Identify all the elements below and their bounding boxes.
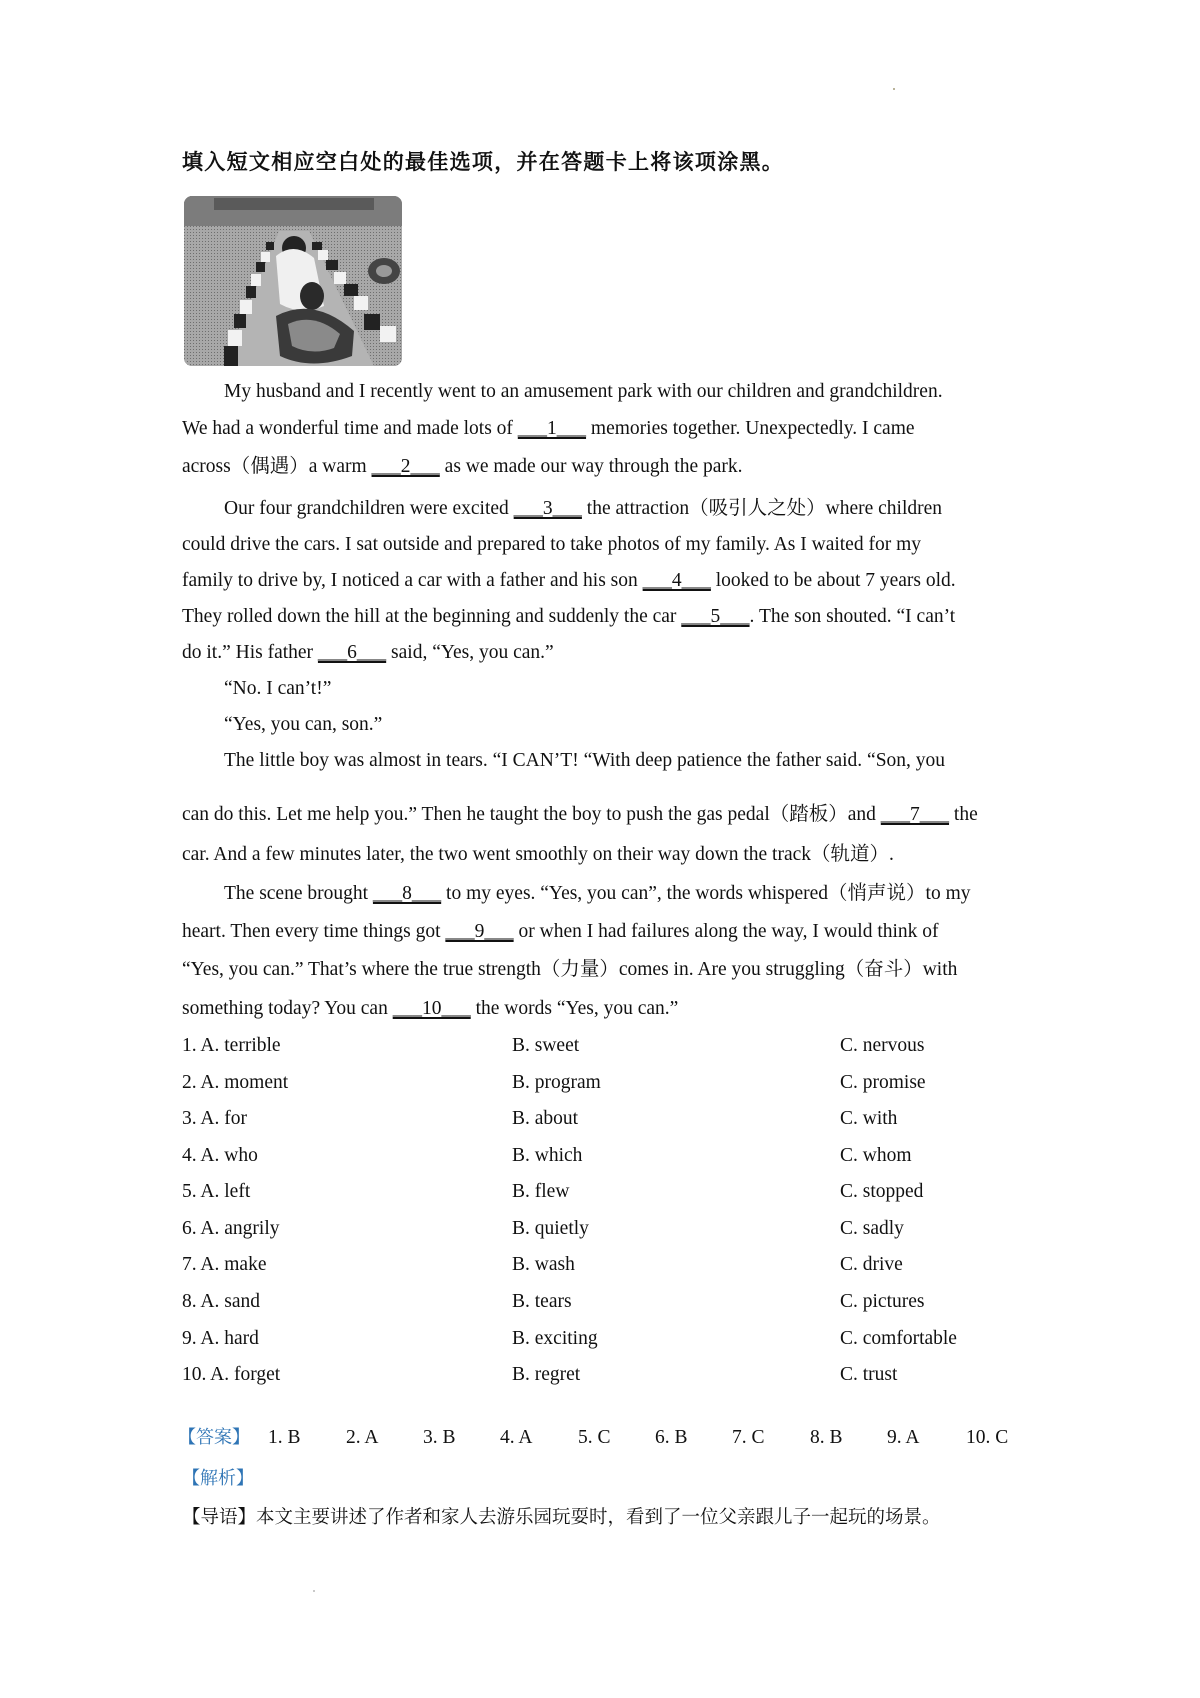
answer-item: 1. B — [268, 1427, 301, 1448]
blank-6: ___6___ — [317, 642, 387, 663]
passage-line — [182, 803, 1027, 827]
passage-text: looked to be about 7 years old. — [710, 570, 956, 591]
option-c: C. trust — [840, 1364, 898, 1385]
option-c: C. nervous — [840, 1035, 925, 1056]
passage-line: “No. I can’t!” — [224, 678, 332, 699]
option-b: B. quietly — [512, 1218, 589, 1239]
blank-4: ___4___ — [642, 570, 711, 591]
blank-7: ___7___ — [880, 804, 950, 825]
option-c: C. with — [840, 1108, 898, 1129]
passage-text: do it.” His father — [182, 642, 318, 663]
question-options — [182, 1180, 1002, 1204]
option-a: 6. A. angrily — [182, 1218, 280, 1239]
passage-line — [182, 455, 1027, 479]
answer-item: 5. C — [578, 1427, 611, 1448]
passage-line — [182, 882, 1069, 906]
option-c: C. whom — [840, 1145, 912, 1166]
option-c: C. sadly — [840, 1218, 904, 1239]
option-b: B. flew — [512, 1181, 570, 1202]
passage-text: the words “Yes, you can.” — [470, 998, 679, 1019]
instruction-heading: 填入短文相应空白处的最佳选项，并在答题卡上将该项涂黑。 — [182, 150, 785, 174]
blank-5: ___5___ — [681, 606, 750, 627]
passage-line: could drive the cars. I sat outside and prepared to take photos of my family. As I waited for my — [182, 534, 921, 555]
question-options — [182, 1253, 1002, 1277]
answer-item: 7. C — [732, 1427, 765, 1448]
blank-3: ___3___ — [513, 498, 582, 519]
passage-line: “Yes, you can, son.” — [224, 714, 383, 735]
passage-line — [182, 569, 1027, 593]
answer-item: 8. B — [810, 1427, 843, 1448]
question-options — [182, 1363, 1002, 1387]
passage-text: across（偶遇）a warm — [182, 456, 372, 477]
option-b: B. sweet — [512, 1035, 580, 1056]
answer-item: 6. B — [655, 1427, 688, 1448]
answer-item: 3. B — [423, 1427, 456, 1448]
answer-label: 【答案】 — [178, 1427, 250, 1448]
passage-text: said, “Yes, you can.” — [386, 642, 554, 663]
option-c: C. stopped — [840, 1181, 924, 1202]
passage-line — [182, 417, 1027, 441]
option-a: 4. A. who — [182, 1145, 258, 1166]
option-c: C. pictures — [840, 1291, 925, 1312]
passage-text: The scene brought — [224, 883, 373, 904]
passage-text: the — [949, 804, 978, 825]
passage-text: . The son shouted. “I can’t — [749, 606, 956, 627]
passage-line: My husband and I recently went to an amusement park with our children and grandchildren. — [224, 381, 943, 402]
blank-9: ___9___ — [445, 921, 514, 942]
scan-dot — [893, 88, 895, 90]
blank-10: ___10___ — [392, 998, 471, 1019]
question-options — [182, 1071, 1002, 1095]
option-a: 10. A. forget — [182, 1364, 281, 1385]
passage-text: Our four grandchildren were excited — [224, 498, 514, 519]
option-b: B. program — [512, 1072, 601, 1093]
passage-text: or when I had failures along the way, I would think of — [513, 921, 939, 942]
passage-line: “Yes, you can.” That’s where the true strength（力量）comes in. Are you struggling（奋斗）with — [182, 959, 958, 980]
option-c: C. comfortable — [840, 1328, 957, 1349]
question-options — [182, 1107, 1002, 1131]
option-a: 2. A. moment — [182, 1072, 289, 1093]
blank-2: ___2___ — [371, 456, 440, 477]
option-b: B. about — [512, 1108, 579, 1129]
passage-line — [182, 920, 1027, 944]
go-kart-illustration — [184, 196, 402, 366]
passage-text: We had a wonderful time and made lots of — [182, 418, 518, 439]
option-a: 7. A. make — [182, 1254, 267, 1275]
question-options — [182, 1034, 1002, 1058]
blank-8: ___8___ — [372, 883, 442, 904]
passage-text: heart. Then every time things got — [182, 921, 446, 942]
passage-text: memories together. Unexpectedly. I came — [586, 418, 915, 439]
question-options — [182, 1290, 1002, 1314]
passage-text: can do this. Let me help you.” Then he taught the boy to push the gas pedal（踏板）and — [182, 804, 881, 825]
passage-text: family to drive by, I noticed a car with a father and his son — [182, 570, 643, 591]
option-b: B. regret — [512, 1364, 581, 1385]
passage-text: something today? You can — [182, 998, 393, 1019]
option-b: B. exciting — [512, 1328, 598, 1349]
answer-item: 4. A — [500, 1427, 533, 1448]
option-a: 1. A. terrible — [182, 1035, 281, 1056]
option-a: 3. A. for — [182, 1108, 247, 1129]
option-a: 9. A. hard — [182, 1328, 259, 1349]
option-a: 8. A. sand — [182, 1291, 260, 1312]
blank-1: ___1___ — [517, 418, 587, 439]
go-kart-photo — [184, 196, 402, 366]
question-options — [182, 1327, 1002, 1351]
option-c: C. promise — [840, 1072, 926, 1093]
question-options — [182, 1144, 1002, 1168]
answer-item: 2. A — [346, 1427, 379, 1448]
option-b: B. which — [512, 1145, 583, 1166]
option-a: 5. A. left — [182, 1181, 251, 1202]
option-b: B. wash — [512, 1254, 575, 1275]
passage-text: They rolled down the hill at the beginning and suddenly the car — [182, 606, 682, 627]
passage-line: The little boy was almost in tears. “I CAN’T! “With deep patience the father said. “Son, you — [224, 750, 946, 771]
passage-line — [182, 641, 1027, 665]
answer-item: 10. C — [966, 1427, 1009, 1448]
passage-text: the attraction（吸引人之处）where children — [581, 498, 943, 519]
analysis-label: 【解析】 — [182, 1468, 254, 1489]
passage-text: to my eyes. “Yes, you can”, the words whispered（悄声说）to my — [441, 883, 971, 904]
passage-line — [182, 497, 1069, 521]
answer-item: 9. A — [887, 1427, 920, 1448]
option-b: B. tears — [512, 1291, 572, 1312]
question-options — [182, 1217, 1002, 1241]
passage-line — [182, 997, 1027, 1021]
intro-summary: 【导语】本文主要讲述了作者和家人去游乐园玩耍时，看到了一位父亲跟儿子一起玩的场景。 — [182, 1507, 941, 1528]
passage-line: car. And a few minutes later, the two went smoothly on their way down the track（轨道）. — [182, 844, 894, 865]
scan-dot — [313, 1590, 315, 1592]
passage-text: as we made our way through the park. — [439, 456, 743, 477]
answer-key — [178, 1426, 1022, 1450]
passage-line — [182, 605, 1027, 629]
option-c: C. drive — [840, 1254, 903, 1275]
